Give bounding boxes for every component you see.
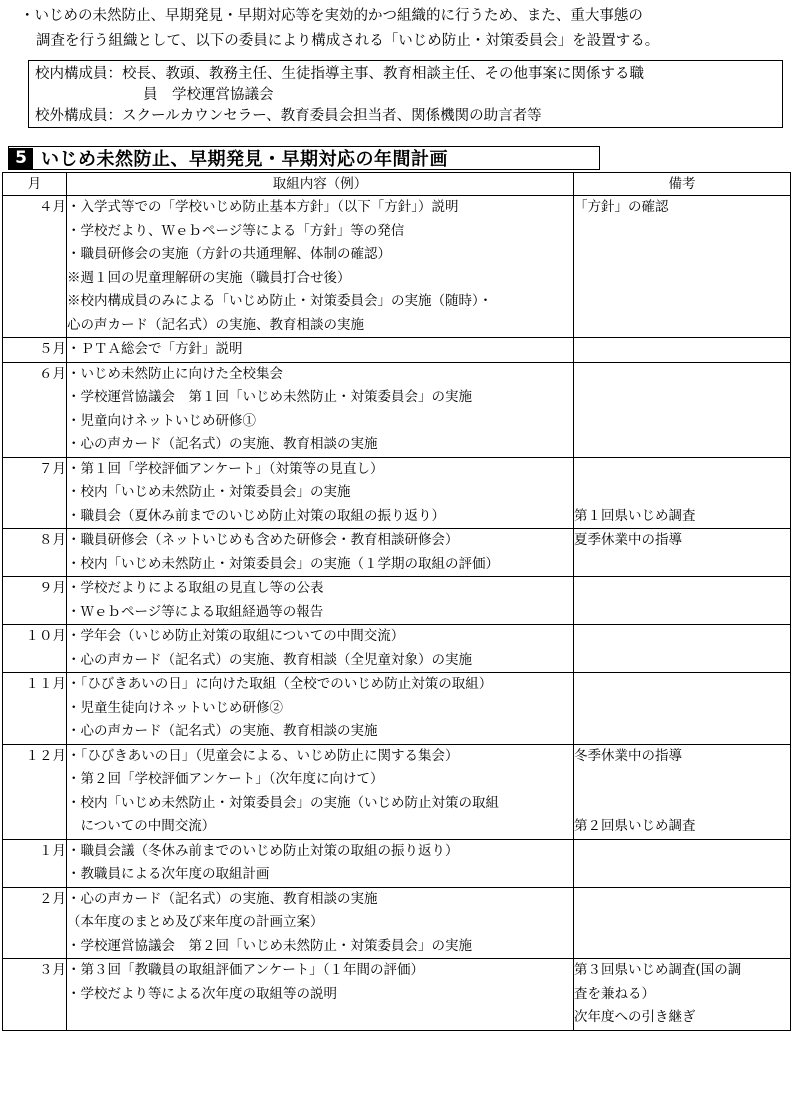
note-line — [574, 386, 790, 410]
note-line — [574, 697, 790, 721]
note-line: 査を兼ねる） — [574, 985, 655, 1002]
note-cell — [574, 625, 791, 673]
intro-paragraph — [20, 4, 790, 54]
content-line: ・学校運営協議会 第１回「いじめ未然防止・対策委員会」の実施 — [67, 389, 472, 405]
header-month: 月 — [3, 173, 67, 196]
note-line — [574, 720, 790, 744]
month-cell: ３月 — [3, 959, 67, 1031]
content-line: ・職員研修会の実施（方針の共通理解、体制の確認） — [67, 246, 391, 262]
note-line — [574, 673, 790, 697]
content-line: ・「ひびきあいの日」（児童会による、いじめ防止に関する集会） — [67, 747, 459, 764]
note-cell — [574, 457, 791, 529]
content-line: ・「ひびきあいの日」に向けた取組（全校でのいじめ防止対策の取組） — [67, 676, 493, 692]
note-cell — [574, 338, 791, 363]
note-line — [574, 840, 790, 864]
content-line: ・第３回「教職員の取組評価アンケート」（１年間の評価） — [67, 962, 424, 978]
intro-line: ・いじめの未然防止、早期発見・早期対応等を実効的かつ組織的に行うため、また、重大事態の — [20, 8, 643, 24]
content-line: ・入学式等での「学校いじめ防止基本方針」（以下「方針」）説明 — [67, 199, 459, 215]
content-line: ・校内「いじめ未然防止・対策委員会」の実施（１学期の取組の評価） — [67, 555, 499, 572]
content-line: ・第２回「学校評価アンケート」（次年度に向けて） — [67, 771, 384, 787]
note-line — [574, 338, 790, 362]
content-cell — [67, 625, 574, 673]
content-line: についての中間交流） — [67, 818, 216, 834]
section-title: いじめ未然防止、早期発見・早期対応の年間計画 — [41, 149, 448, 170]
note-line — [574, 433, 790, 457]
table-row — [3, 839, 791, 887]
header-note: 備考 — [574, 173, 791, 196]
content-cell — [67, 196, 574, 338]
content-line: ・心の声カード（記名式）の実施、教育相談の実施 — [67, 890, 378, 907]
content-cell — [67, 577, 574, 625]
content-line: ・校内「いじめ未然防止・対策委員会」の実施（いじめ防止対策の取組 — [67, 794, 499, 811]
content-line: ・児童向けネットいじめ研修① — [67, 412, 256, 429]
content-line: ・心の声カード（記名式）の実施、教育相談の実施 — [67, 723, 378, 739]
note-cell — [574, 673, 791, 745]
internal-members-cont: 員 学校運営協議会 — [143, 87, 274, 103]
note-line: 第１回県いじめ調査 — [574, 507, 696, 524]
content-cell — [67, 529, 574, 577]
content-line: ・教職員による次年度の取組計画 — [67, 866, 270, 882]
content-line: ・学校だより、Ｗｅｂページ等による「方針」等の発信 — [67, 222, 405, 239]
content-cell — [67, 362, 574, 457]
intro-line: 調査を行う組織として、以下の委員により構成される「いじめ防止・対策委員会」を設置する。 — [36, 33, 660, 49]
table-body — [3, 196, 791, 1031]
note-cell — [574, 577, 791, 625]
month-cell: ６月 — [3, 362, 67, 457]
table-row — [3, 457, 791, 529]
month-cell: １月 — [3, 839, 67, 887]
note-line — [574, 410, 790, 434]
table-row — [3, 887, 791, 959]
note-line — [574, 220, 790, 244]
note-line — [574, 553, 790, 577]
content-line: ・Ｗｅｂページ等による取組経過等の報告 — [67, 603, 324, 620]
content-cell — [67, 338, 574, 363]
header-content: 取組内容（例） — [67, 173, 574, 196]
note-cell — [574, 959, 791, 1031]
content-line: ・第１回「学校評価アンケート」（対策等の見直し） — [67, 460, 384, 477]
note-line: 冬季休業中の指導 — [574, 747, 682, 764]
note-line — [574, 363, 790, 387]
note-line — [574, 314, 790, 338]
content-line: ・心の声カード（記名式）の実施、教育相談の実施 — [67, 436, 378, 452]
note-cell — [574, 196, 791, 338]
note-line — [574, 863, 790, 887]
note-cell — [574, 529, 791, 577]
annual-plan-table — [2, 172, 791, 1031]
note-line: 第３回県いじめ調査(国の調 — [574, 962, 742, 978]
content-line: ※校内構成員のみによる「いじめ防止・対策委員会」の実施（随時）・ — [67, 293, 493, 309]
content-cell — [67, 887, 574, 959]
note-line — [574, 267, 790, 291]
note-line — [574, 290, 790, 314]
note-line — [574, 768, 790, 792]
table-row — [3, 625, 791, 673]
table-row — [3, 673, 791, 745]
note-line — [574, 888, 790, 912]
table-row — [3, 196, 791, 338]
note-cell — [574, 362, 791, 457]
note-line: 夏季休業中の指導 — [574, 532, 682, 548]
committee-members-box — [28, 60, 783, 128]
content-cell — [67, 839, 574, 887]
note-line: 「方針」の確認 — [574, 199, 669, 215]
table-row — [3, 959, 791, 1031]
content-line — [67, 1006, 573, 1030]
note-cell — [574, 887, 791, 959]
content-line: ・校内「いじめ未然防止・対策委員会」の実施 — [67, 484, 351, 500]
content-line: ・職員会議（冬休み前までのいじめ防止対策の取組の振り返り） — [67, 842, 459, 859]
note-line: 次年度への引き継ぎ — [574, 1009, 696, 1025]
table-row — [3, 338, 791, 363]
table-row — [3, 529, 791, 577]
note-line — [574, 911, 790, 935]
note-line — [574, 458, 790, 482]
note-line — [574, 601, 790, 625]
content-line: ・学校運営協議会 第２回「いじめ未然防止・対策委員会」の実施 — [67, 937, 472, 954]
note-line — [574, 481, 790, 505]
content-cell — [67, 457, 574, 529]
content-line: ・心の声カード（記名式）の実施、教育相談（全児童対象）の実施 — [67, 651, 472, 668]
note-line — [574, 577, 790, 601]
content-line: ・学校だよりによる取組の見直し等の公表 — [67, 580, 324, 596]
note-cell — [574, 839, 791, 887]
note-line — [574, 935, 790, 959]
content-cell — [67, 959, 574, 1031]
table-row — [3, 362, 791, 457]
content-cell — [67, 673, 574, 745]
month-cell: ２月 — [3, 887, 67, 959]
note-line — [574, 625, 790, 649]
month-cell: ９月 — [3, 577, 67, 625]
note-line — [574, 243, 790, 267]
table-header-row — [3, 173, 791, 196]
section-heading — [8, 146, 600, 170]
content-line: 心の声カード（記名式）の実施、教育相談の実施 — [67, 316, 364, 333]
month-cell: ８月 — [3, 529, 67, 577]
month-cell: ５月 — [3, 338, 67, 363]
month-cell: １１月 — [3, 673, 67, 745]
content-line: ・職員研修会（ネットいじめも含めた研修会・教育相談研修会） — [67, 532, 459, 548]
note-line — [574, 792, 790, 816]
section-number: 5 — [9, 148, 33, 169]
month-cell: ７月 — [3, 457, 67, 529]
content-line: ・いじめ未然防止に向けた全校集会 — [67, 365, 283, 382]
month-cell: １０月 — [3, 625, 67, 673]
external-members: 校外構成員：スクールカウンセラー、教育委員会担当者、関係機関の助言者等 — [35, 108, 542, 124]
content-line: ・ＰＴＡ総会で「方針」説明 — [67, 341, 243, 357]
content-line: ・児童生徒向けネットいじめ研修② — [67, 699, 283, 716]
table-row — [3, 744, 791, 839]
content-line: （本年度のまとめ及び来年度の計画立案） — [67, 914, 324, 930]
month-cell: １２月 — [3, 744, 67, 839]
content-line: ※週１回の児童理解研の実施（職員打合せ後） — [67, 269, 351, 286]
internal-members: 校内構成員：校長、教頭、教務主任、生徒指導主事、教育相談主任、その他事案に関係する職 — [35, 66, 644, 82]
content-line: ・学校だより等による次年度の取組等の説明 — [67, 985, 337, 1002]
month-cell: ４月 — [3, 196, 67, 338]
note-cell — [574, 744, 791, 839]
table-row — [3, 577, 791, 625]
content-line: ・職員会（夏休み前までのいじめ防止対策の取組の振り返り） — [67, 507, 445, 524]
content-cell — [67, 744, 574, 839]
note-line: 第２回県いじめ調査 — [574, 818, 696, 834]
content-line: ・学年会（いじめ防止対策の取組についての中間交流） — [67, 628, 405, 644]
note-line — [574, 649, 790, 673]
